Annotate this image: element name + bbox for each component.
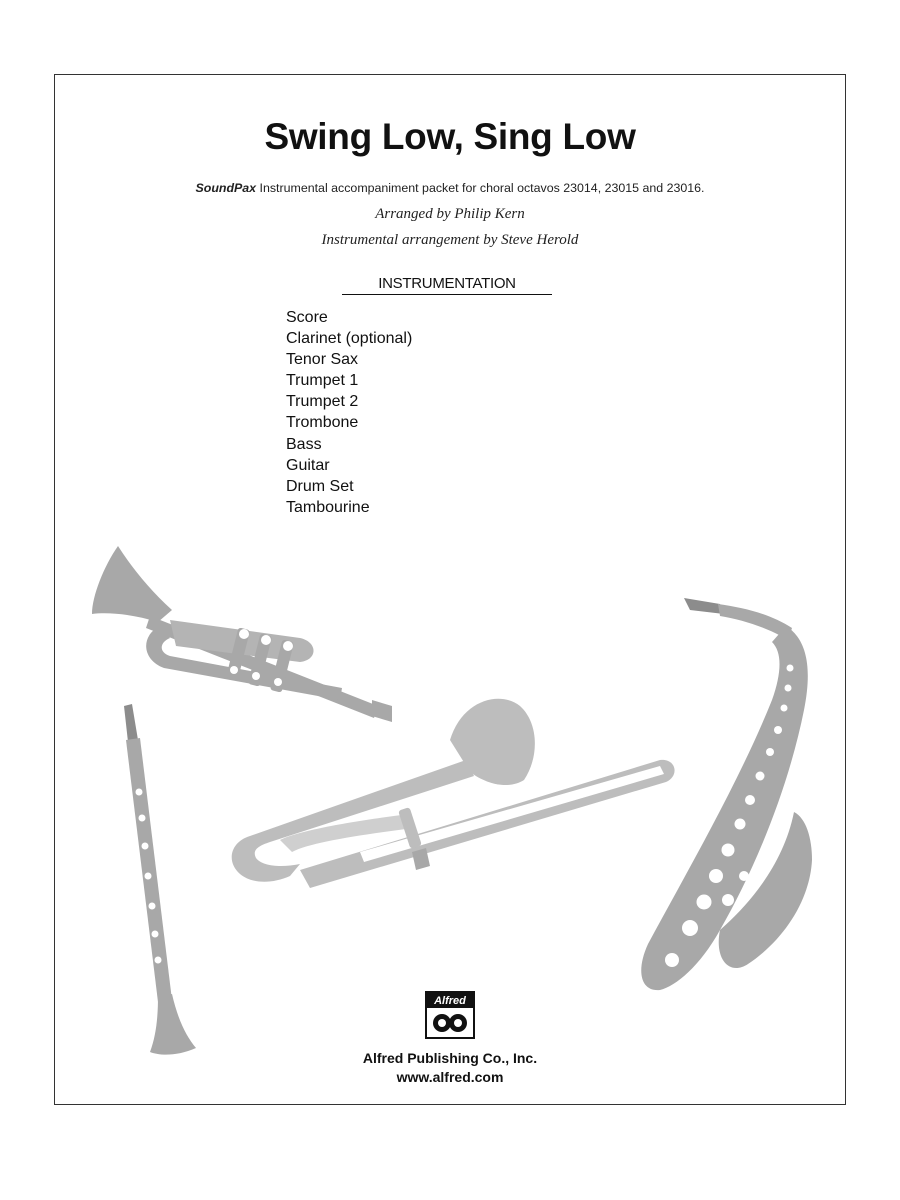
trumpet-icon — [92, 546, 392, 722]
saxophone-icon — [641, 598, 812, 990]
list-item: Score — [286, 309, 328, 326]
clarinet-icon — [124, 704, 196, 1055]
list-item: Trumpet 1 — [286, 372, 359, 390]
list-item: Bass — [286, 435, 322, 453]
publisher-website[interactable]: www.alfred.com — [396, 1069, 504, 1085]
list-item: Drum Set — [286, 477, 354, 495]
list-item: Clarinet (optional) — [286, 330, 413, 348]
subtitle-text: Instrumental accompaniment packet for choral octavos 23014, 23015 and 23016. — [256, 181, 705, 195]
list-item: Guitar — [286, 456, 330, 474]
list-item: Trumpet 2 — [286, 393, 359, 411]
instrumental-arranger-credit: Instrumental arrangement by Steve Herold — [321, 232, 579, 248]
logo-text: Alfred — [434, 995, 466, 1007]
list-item: Tenor Sax — [286, 351, 359, 369]
publisher-name: Alfred Publishing Co., Inc. — [362, 1050, 538, 1066]
alfred-logo — [425, 991, 475, 1039]
arranger-credit: Arranged by Philip Kern — [375, 206, 525, 222]
trombone-icon — [232, 699, 675, 888]
alfred-logo-icon — [425, 991, 475, 1039]
page-title: Swing Low, Sing Low — [264, 116, 636, 157]
instrumentation-heading: INSTRUMENTATION — [342, 275, 552, 295]
list-item: Tambourine — [286, 498, 370, 516]
subtitle-brand: SoundPax — [195, 181, 257, 195]
list-item: Trombone — [286, 414, 359, 432]
